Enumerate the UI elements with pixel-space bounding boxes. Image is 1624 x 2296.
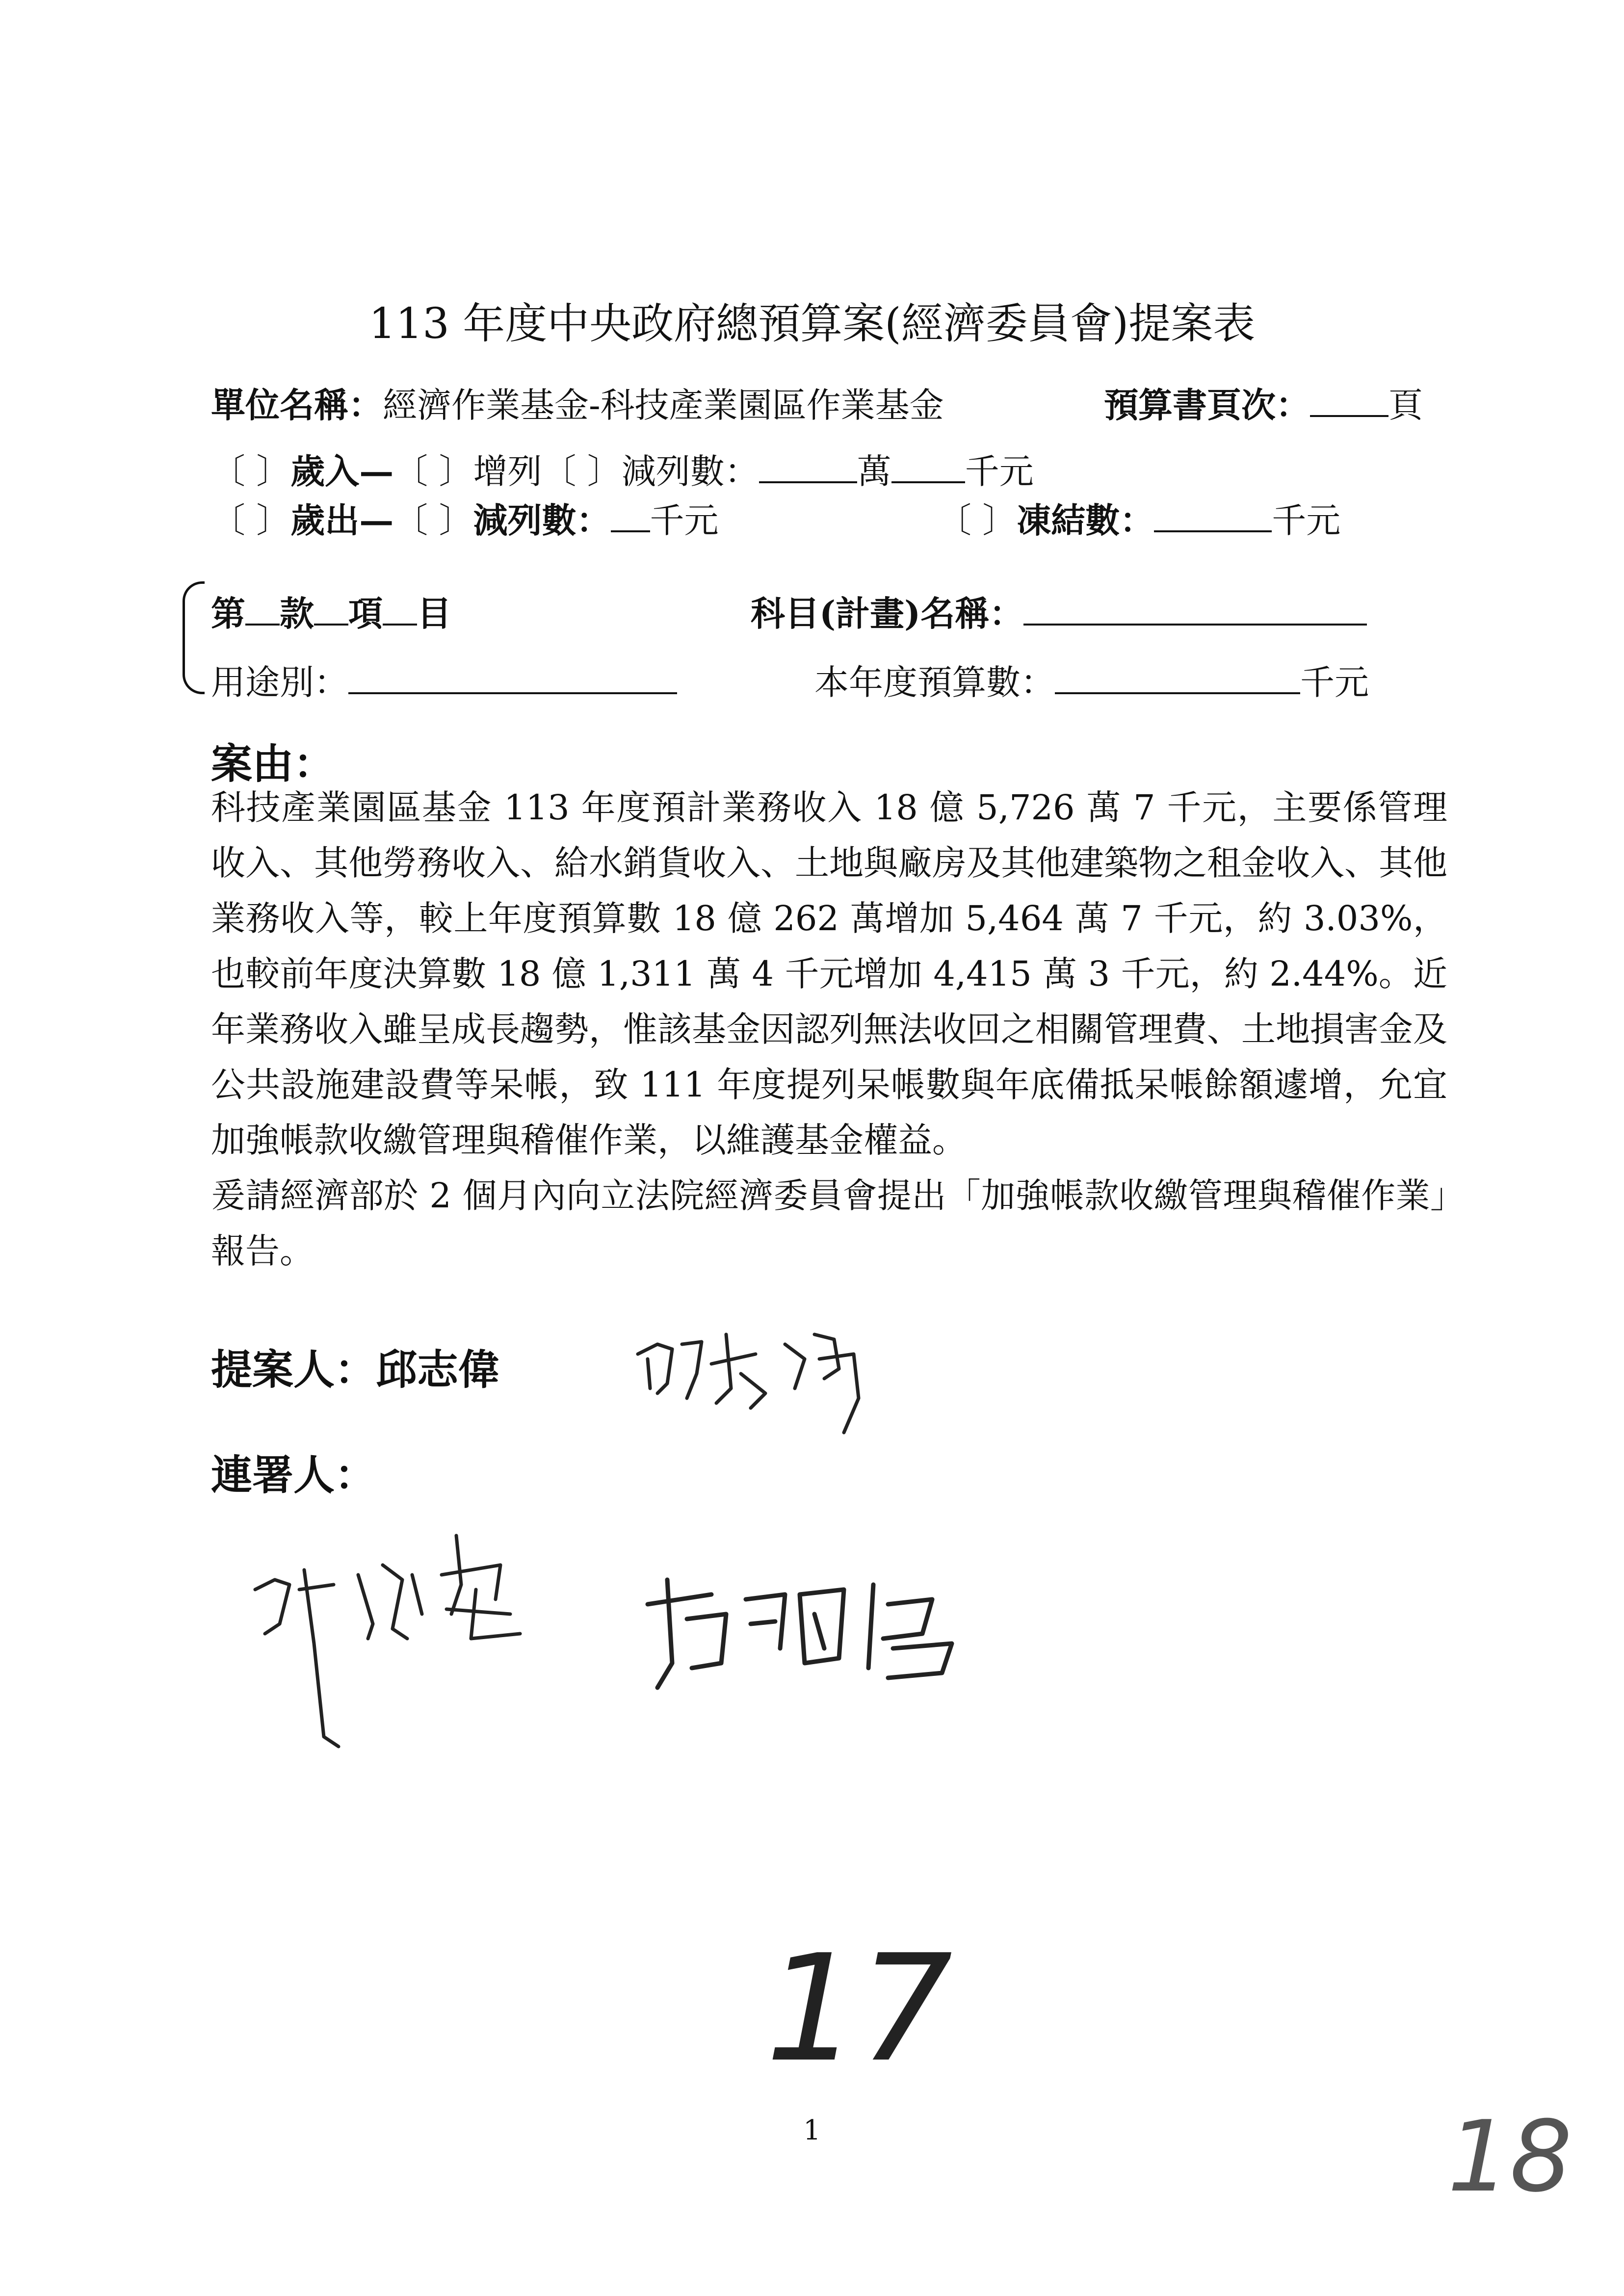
usage-label: 用途別： bbox=[211, 662, 348, 703]
revenue-checkbox: 〔 〕 bbox=[211, 451, 291, 492]
cosigner-signature-2 bbox=[638, 1565, 981, 1702]
expense-checkbox: 〔 〕 bbox=[211, 500, 291, 541]
subject-row bbox=[751, 586, 1367, 636]
budget-unit: 千元 bbox=[1300, 662, 1369, 703]
form-title: 113 年度中央政府總預算案(經濟委員會)提案表 bbox=[368, 299, 1256, 348]
unit-row bbox=[211, 378, 944, 427]
expense-label: 歲出— bbox=[290, 500, 394, 541]
budget-page-blank bbox=[1310, 415, 1388, 417]
expense-row bbox=[211, 493, 719, 543]
page-number: 1 bbox=[803, 2114, 821, 2146]
proposer-label: 提案人： bbox=[211, 1345, 376, 1394]
handwritten-number: 17 bbox=[765, 1923, 953, 2094]
budget-label: 本年度預算數： bbox=[814, 662, 1055, 703]
reason-paragraph: 科技產業園區基金 113 年度預計業務收入 18 億 5,726 萬 7 千元，主要係管理收入、其他勞務收入、給水銷貨收入、土地與廠房及其他建築物之租金收入、其他業務收入等，較上年度預算數 18 億 262 萬增加 5,464 萬 7 千元，約 3.03%，也較前年度決算數 18 億 1,311 萬 4 千元增加 4,415 萬 3 千元，約 2.44%。近年業務收入雖呈成長趨勢，惟該基金因認列無法收回之相關管理費、土地損害金及公共設施建設費等呆帳，致 111 年度提列呆帳數與年底備抵呆帳餘額遽增，允宜加強帳款收繳管理與稽催作業，以維護基金權益。 bbox=[211, 787, 1447, 1160]
freeze-checkbox: 〔 〕 bbox=[937, 500, 1017, 541]
proposer-name: 邱志偉 bbox=[376, 1345, 500, 1394]
subject-label: 科目(計畫)名稱： bbox=[751, 593, 1024, 634]
reason-paragraph: 爰請經濟部於 2 個月內向立法院經濟委員會提出「加強帳款收繳管理與稽催作業」報告。 bbox=[211, 1175, 1447, 1271]
freeze-row bbox=[937, 493, 1340, 543]
revenue-row bbox=[211, 444, 1034, 494]
revenue-decrease-label: 減列數： bbox=[621, 451, 759, 492]
budget-page-suffix: 頁 bbox=[1388, 385, 1423, 425]
revenue-label: 歲入— bbox=[290, 451, 394, 492]
budget-row bbox=[814, 655, 1369, 704]
budget-blank bbox=[1055, 692, 1300, 694]
revenue-wan-blank bbox=[759, 481, 857, 483]
subject-blank bbox=[1023, 623, 1367, 626]
revenue-decrease-checkbox: 〔 〕 bbox=[542, 451, 622, 492]
expense-decrease-blank bbox=[611, 530, 650, 532]
item-mu-blank bbox=[383, 623, 417, 626]
item-row bbox=[211, 586, 451, 636]
corner-number: 18 bbox=[1447, 2100, 1572, 2214]
usage-blank bbox=[348, 692, 677, 694]
freeze-label: 凍結數： bbox=[1017, 500, 1154, 541]
proposer-signature bbox=[628, 1315, 903, 1442]
budget-page-label: 預算書頁次： bbox=[1104, 385, 1310, 425]
unit-value: 經濟作業基金-科技產業園區作業基金 bbox=[383, 385, 944, 425]
expense-decrease-checkbox: 〔 〕 bbox=[393, 500, 473, 541]
item-di: 第 bbox=[211, 593, 245, 634]
item-brace bbox=[183, 581, 205, 694]
expense-decrease-unit: 千元 bbox=[650, 500, 719, 541]
revenue-increase-checkbox: 〔 〕 bbox=[393, 451, 473, 492]
budget-page-row bbox=[1104, 378, 1423, 427]
item-mu: 目 bbox=[417, 593, 451, 634]
cosigner-signature-1 bbox=[245, 1516, 589, 1771]
item-kuan-blank bbox=[245, 623, 280, 626]
cosigner-label: 連署人： bbox=[211, 1451, 376, 1499]
revenue-increase-label: 增列 bbox=[473, 451, 542, 492]
reason-heading: 案由： bbox=[211, 739, 335, 788]
usage-row bbox=[211, 655, 677, 704]
revenue-thousand-blank bbox=[891, 481, 965, 483]
freeze-blank bbox=[1154, 530, 1272, 532]
unit-label: 單位名稱： bbox=[211, 385, 383, 425]
revenue-wan-unit: 萬 bbox=[857, 451, 891, 492]
freeze-unit: 千元 bbox=[1272, 500, 1341, 541]
item-kuan: 款 bbox=[280, 593, 314, 634]
item-xiang-blank bbox=[314, 623, 348, 626]
item-xiang: 項 bbox=[348, 593, 383, 634]
revenue-thousand-unit: 千元 bbox=[965, 451, 1034, 492]
reason-body bbox=[211, 780, 1447, 1279]
proposer-row bbox=[211, 1337, 499, 1396]
expense-decrease-label: 減列數： bbox=[473, 500, 611, 541]
